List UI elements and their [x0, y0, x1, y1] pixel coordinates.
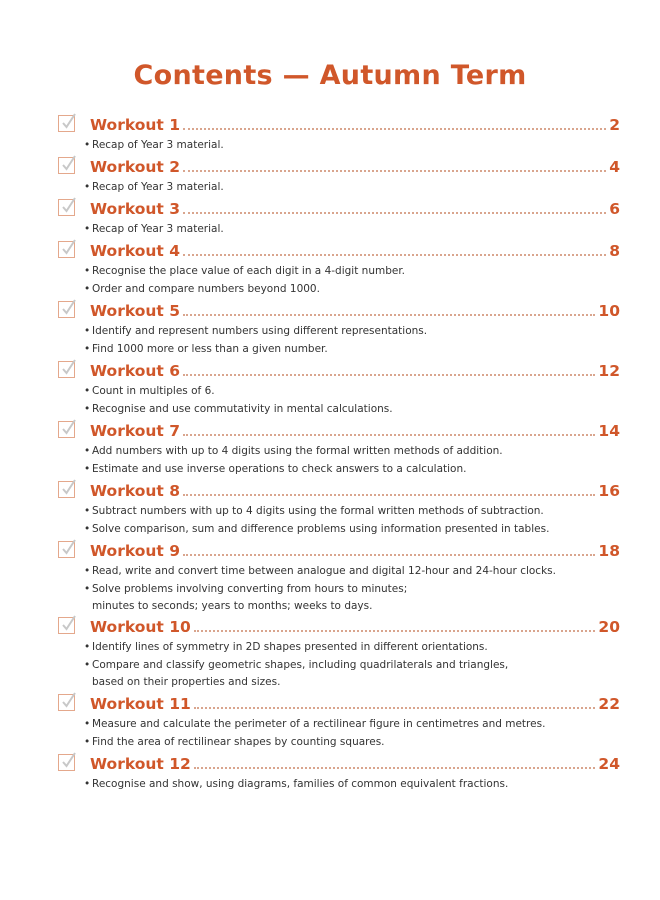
workout-title: Workout 11 — [90, 695, 191, 713]
checkbox-check-icon[interactable] — [58, 157, 75, 174]
toc-entry-heading[interactable] — [58, 197, 620, 219]
objective-item — [84, 581, 620, 616]
toc-entry[interactable] — [58, 113, 620, 155]
toc-entry-heading[interactable] — [58, 155, 620, 177]
dot-leader — [183, 374, 595, 376]
checkbox-check-icon[interactable] — [58, 301, 75, 318]
dot-leader — [194, 630, 596, 632]
page-number: 20 — [598, 618, 620, 636]
objective-text: Identify and represent numbers using different representations. — [92, 325, 428, 337]
objectives-list — [84, 503, 620, 538]
page-number: 22 — [598, 695, 620, 713]
bullet-icon: • — [84, 658, 91, 671]
objective-text: Find the area of rectilinear shapes by counting squares. — [92, 735, 385, 748]
toc-entry[interactable] — [58, 615, 620, 692]
objectives-list — [84, 221, 620, 239]
bullet-icon: • — [84, 505, 91, 517]
checkbox-check-icon[interactable] — [58, 694, 75, 711]
bullet-icon: • — [84, 462, 91, 475]
checkbox-check-icon[interactable] — [58, 421, 75, 438]
checkbox-check-icon[interactable] — [58, 115, 75, 132]
toc-entry-heading[interactable] — [58, 539, 620, 561]
objective-text: Recap of Year 3 material. — [92, 223, 224, 235]
workout-title: Workout 1 — [90, 116, 181, 134]
objective-item — [84, 401, 620, 419]
page-number: 4 — [609, 158, 620, 176]
objective-item — [84, 179, 620, 197]
objective-text: Compare and classify geometric shapes, including quadrilaterals and triangles, — [92, 658, 509, 671]
bullet-icon: • — [84, 342, 91, 355]
page-number: 8 — [609, 242, 620, 260]
objectives-list — [84, 179, 620, 197]
bullet-icon: • — [84, 223, 91, 235]
bullet-icon: • — [84, 778, 91, 790]
objective-item — [84, 443, 620, 461]
objective-item — [84, 323, 620, 341]
bullet-icon: • — [84, 565, 91, 577]
bullet-icon: • — [84, 181, 91, 193]
objective-item — [84, 716, 620, 734]
objectives-list — [84, 383, 620, 418]
objective-item — [84, 341, 620, 359]
objective-text: Solve problems involving converting from hours to minutes; — [92, 582, 408, 595]
objective-text: Recognise and use commutativity in mental calculations. — [92, 402, 393, 415]
objective-text: Count in multiples of 6. — [92, 385, 215, 397]
objective-text: Read, write and convert time between analogue and digital 12-hour and 24-hour clocks. — [92, 565, 556, 577]
checkbox-check-icon[interactable] — [58, 361, 75, 378]
toc-entry[interactable] — [58, 197, 620, 239]
bullet-icon: • — [84, 445, 91, 457]
objective-text: Solve comparison, sum and difference problems using information presented in tables. — [92, 522, 550, 535]
toc-entry-heading[interactable] — [58, 419, 620, 441]
objective-item — [84, 639, 620, 657]
bullet-icon: • — [84, 718, 91, 730]
toc-entry[interactable] — [58, 539, 620, 616]
workout-title: Workout 8 — [90, 482, 181, 500]
objectives-list — [84, 563, 620, 616]
page-number: 14 — [598, 422, 620, 440]
dot-leader — [183, 128, 606, 130]
bullet-icon: • — [84, 402, 91, 415]
page-number: 12 — [598, 362, 620, 380]
objective-text: Recognise the place value of each digit in a 4-digit number. — [92, 265, 406, 277]
page-number: 10 — [598, 302, 620, 320]
objective-item — [84, 281, 620, 299]
objective-item — [84, 734, 620, 752]
checkbox-check-icon[interactable] — [58, 617, 75, 634]
page-number: 16 — [598, 482, 620, 500]
objectives-list — [84, 137, 620, 155]
bullet-icon: • — [84, 282, 91, 295]
objective-item — [84, 221, 620, 239]
objective-item — [84, 776, 620, 794]
toc-entry-heading[interactable] — [58, 359, 620, 381]
bullet-icon: • — [84, 582, 91, 595]
objective-item — [84, 521, 620, 539]
workout-title: Workout 5 — [90, 302, 181, 320]
toc-entry[interactable] — [58, 155, 620, 197]
page-number: 6 — [609, 200, 620, 218]
toc-entry[interactable] — [58, 299, 620, 358]
page-title: Contents — Autumn Term — [133, 60, 527, 91]
toc-entry[interactable] — [58, 692, 620, 751]
objective-text: Recognise and show, using diagrams, families of common equivalent fractions. — [92, 778, 509, 790]
page-number: 24 — [598, 755, 620, 773]
workout-title: Workout 12 — [90, 755, 191, 773]
workout-title: Workout 6 — [90, 362, 181, 380]
workout-title: Workout 9 — [90, 542, 181, 560]
toc-entry-heading[interactable] — [58, 692, 620, 714]
workout-title: Workout 7 — [90, 422, 181, 440]
toc-entry[interactable] — [58, 479, 620, 538]
checkbox-check-icon[interactable] — [58, 541, 75, 558]
dot-leader — [183, 434, 595, 436]
objective-text: Add numbers with up to 4 digits using the formal written methods of addition. — [92, 445, 503, 457]
objective-text: Measure and calculate the perimeter of a rectilinear figure in centimetres and metres. — [92, 718, 546, 730]
dot-leader — [183, 554, 595, 556]
bullet-icon: • — [84, 735, 91, 748]
objective-item — [84, 383, 620, 401]
bullet-icon: • — [84, 265, 91, 277]
objectives-list — [84, 716, 620, 751]
dot-leader — [194, 707, 596, 709]
objective-text: Identify lines of symmetry in 2D shapes presented in different orientations. — [92, 641, 488, 653]
objective-text: Recap of Year 3 material. — [92, 139, 224, 151]
bullet-icon: • — [84, 139, 91, 151]
objective-item — [84, 657, 620, 692]
dot-leader — [194, 767, 596, 769]
dot-leader — [183, 314, 595, 316]
objectives-list — [84, 443, 620, 478]
objective-text: Recap of Year 3 material. — [92, 181, 224, 193]
objective-text: Subtract numbers with up to 4 digits using the formal written methods of subtraction. — [92, 505, 544, 517]
toc-entry-heading[interactable] — [58, 752, 620, 774]
bullet-icon: • — [84, 385, 91, 397]
objective-text-continued: minutes to seconds; years to months; weeks to days. — [92, 600, 373, 612]
objective-text: Order and compare numbers beyond 1000. — [92, 282, 320, 295]
toc-entry[interactable] — [58, 239, 620, 298]
workout-title: Workout 10 — [90, 618, 191, 636]
toc-entry[interactable] — [58, 752, 620, 794]
objectives-list — [84, 263, 620, 298]
workout-title: Workout 4 — [90, 242, 181, 260]
workout-title: Workout 2 — [90, 158, 181, 176]
toc-entry-heading[interactable] — [58, 113, 620, 135]
toc-entry-heading[interactable] — [58, 615, 620, 637]
objective-text-continued: based on their properties and sizes. — [92, 676, 281, 688]
objective-item — [84, 263, 620, 281]
objectives-list — [84, 639, 620, 692]
checkbox-check-icon[interactable] — [58, 481, 75, 498]
checkbox-check-icon[interactable] — [58, 754, 75, 771]
dot-leader — [183, 170, 606, 172]
page-number: 2 — [609, 116, 620, 134]
objective-item — [84, 563, 620, 581]
toc-entry-heading[interactable] — [58, 239, 620, 261]
bullet-icon: • — [84, 522, 91, 535]
toc-entry-heading[interactable] — [58, 299, 620, 321]
dot-leader — [183, 212, 606, 214]
toc-entry[interactable] — [58, 359, 620, 418]
toc-entry[interactable] — [58, 419, 620, 478]
objective-item — [84, 503, 620, 521]
objectives-list — [84, 776, 620, 794]
objective-text: Find 1000 more or less than a given number. — [92, 342, 328, 355]
checkbox-check-icon[interactable] — [58, 199, 75, 216]
objective-item — [84, 461, 620, 479]
dot-leader — [183, 494, 595, 496]
toc-entry-heading[interactable] — [58, 479, 620, 501]
bullet-icon: • — [84, 641, 91, 653]
objectives-list — [84, 323, 620, 358]
objective-item — [84, 137, 620, 155]
dot-leader — [183, 254, 606, 256]
page-number: 18 — [598, 542, 620, 560]
workout-title: Workout 3 — [90, 200, 181, 218]
bullet-icon: • — [84, 325, 91, 337]
checkbox-check-icon[interactable] — [58, 241, 75, 258]
objective-text: Estimate and use inverse operations to check answers to a calculation. — [92, 462, 467, 475]
